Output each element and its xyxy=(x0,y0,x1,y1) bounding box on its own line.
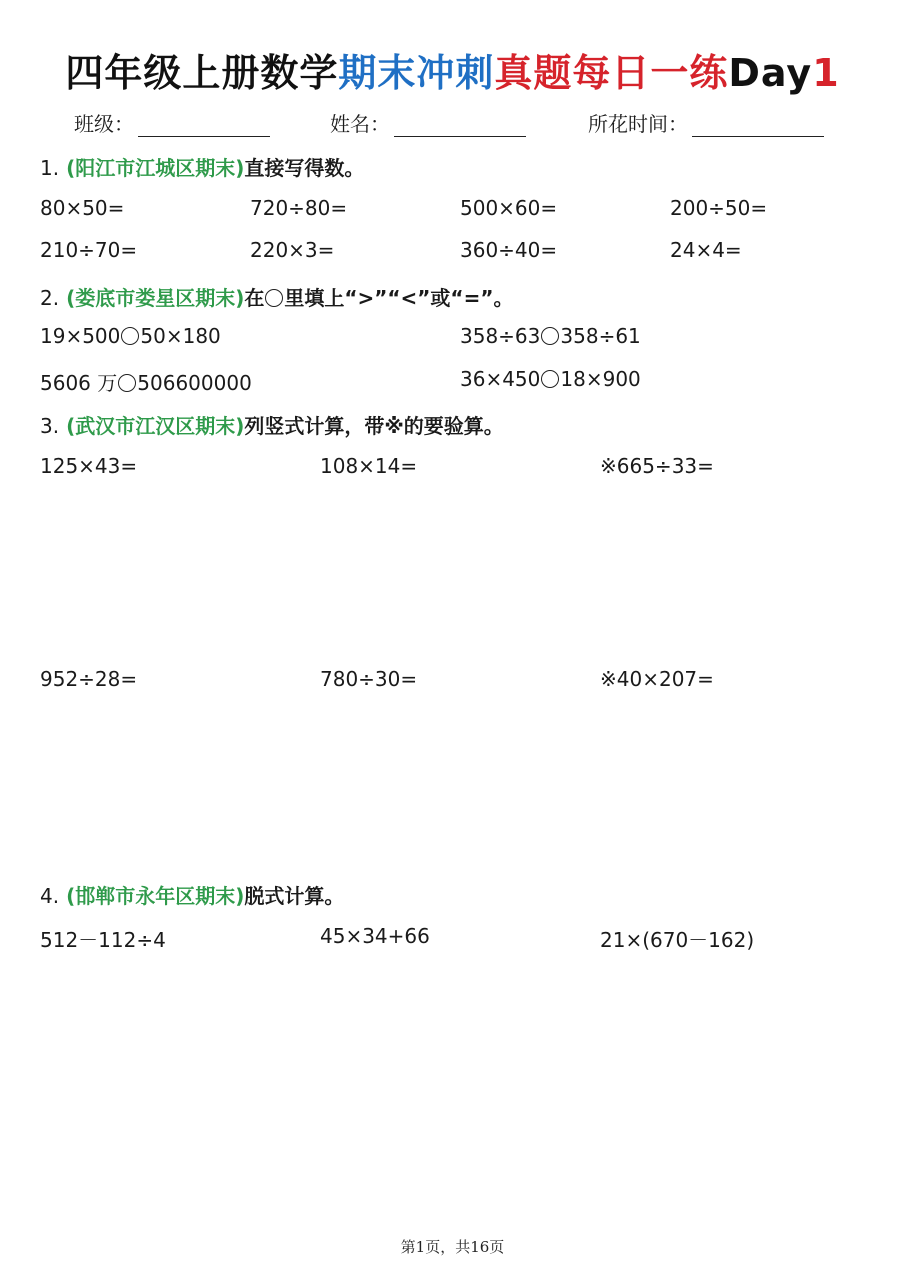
q1-item: 24×4= xyxy=(670,238,742,262)
class-label: 班级： xyxy=(74,112,134,136)
title-part-grade: 四年级上册数学 xyxy=(65,51,339,95)
question-number: 4. xyxy=(40,884,60,908)
question-source: (娄底市娄星区期末) xyxy=(66,286,245,310)
name-field xyxy=(330,108,526,137)
compare-item xyxy=(460,367,641,391)
compare-left: 358÷63 xyxy=(460,324,541,348)
page-footer: 第1页，共16页 xyxy=(400,1238,505,1256)
answer-circle[interactable] xyxy=(121,327,139,345)
q1-item: 80×50= xyxy=(40,196,125,220)
q3-item: 108×14= xyxy=(320,454,418,478)
q3-item: 125×43= xyxy=(40,454,138,478)
question-1-heading xyxy=(40,152,364,181)
q4-item: 45×34+66 xyxy=(320,924,430,948)
name-blank[interactable] xyxy=(394,116,526,137)
q3-item: 780÷30= xyxy=(320,667,418,691)
q1-item: 200÷50= xyxy=(670,196,768,220)
question-3-heading xyxy=(40,410,504,439)
question-4-heading xyxy=(40,880,344,909)
time-field xyxy=(588,108,824,137)
q1-item: 220×3= xyxy=(250,238,335,262)
q1-item: 210÷70= xyxy=(40,238,138,262)
compare-left: 5606 万 xyxy=(40,371,118,395)
compare-right: 506600000 xyxy=(137,371,252,395)
question-number: 3. xyxy=(40,414,60,438)
circle-icon xyxy=(265,289,283,307)
q4-item: 21×(670－162) xyxy=(600,928,755,952)
q1-item: 720÷80= xyxy=(250,196,348,220)
question-source: (邯郸市永年区期末) xyxy=(66,884,245,908)
compare-right: 50×180 xyxy=(140,324,221,348)
question-2-heading xyxy=(40,282,513,311)
question-instruction: 脱式计算。 xyxy=(244,884,345,908)
compare-item xyxy=(40,367,252,396)
q3-item: ※40×207= xyxy=(600,667,714,691)
question-number: 1. xyxy=(40,156,60,180)
class-blank[interactable] xyxy=(138,116,270,137)
class-field xyxy=(74,108,270,137)
q1-item: 500×60= xyxy=(460,196,558,220)
question-source: (阳江市江城区期末) xyxy=(66,156,245,180)
q1-item: 360÷40= xyxy=(460,238,558,262)
question-instruction: 列竖式计算，带※的要验算。 xyxy=(244,414,504,438)
page-title xyxy=(0,42,905,97)
question-number: 2. xyxy=(40,286,60,310)
compare-left: 36×450 xyxy=(460,367,541,391)
compare-right: 18×900 xyxy=(560,367,641,391)
compare-right: 358÷61 xyxy=(560,324,641,348)
answer-circle[interactable] xyxy=(541,370,559,388)
time-blank[interactable] xyxy=(692,116,824,137)
question-instruction-a: 在 xyxy=(244,286,265,310)
question-instruction-b: 里填上“>”“<”或“=”。 xyxy=(284,286,514,310)
title-part-daily: 真题每日一练 xyxy=(494,51,729,95)
compare-item xyxy=(40,324,221,348)
answer-circle[interactable] xyxy=(541,327,559,345)
title-part-day: Day xyxy=(728,51,813,95)
compare-left: 19×500 xyxy=(40,324,121,348)
name-label: 姓名： xyxy=(330,112,390,136)
title-part-sprint: 期末冲刺 xyxy=(338,51,495,95)
title-part-day-number: 1 xyxy=(812,51,840,95)
compare-item xyxy=(460,324,641,348)
q3-item: ※665÷33= xyxy=(600,454,714,478)
question-instruction: 直接写得数。 xyxy=(244,156,365,180)
time-label: 所花时间： xyxy=(588,112,688,136)
answer-circle[interactable] xyxy=(118,374,136,392)
q4-item: 512－112÷4 xyxy=(40,928,166,952)
q3-item: 952÷28= xyxy=(40,667,138,691)
question-source: (武汉市江汉区期末) xyxy=(66,414,245,438)
